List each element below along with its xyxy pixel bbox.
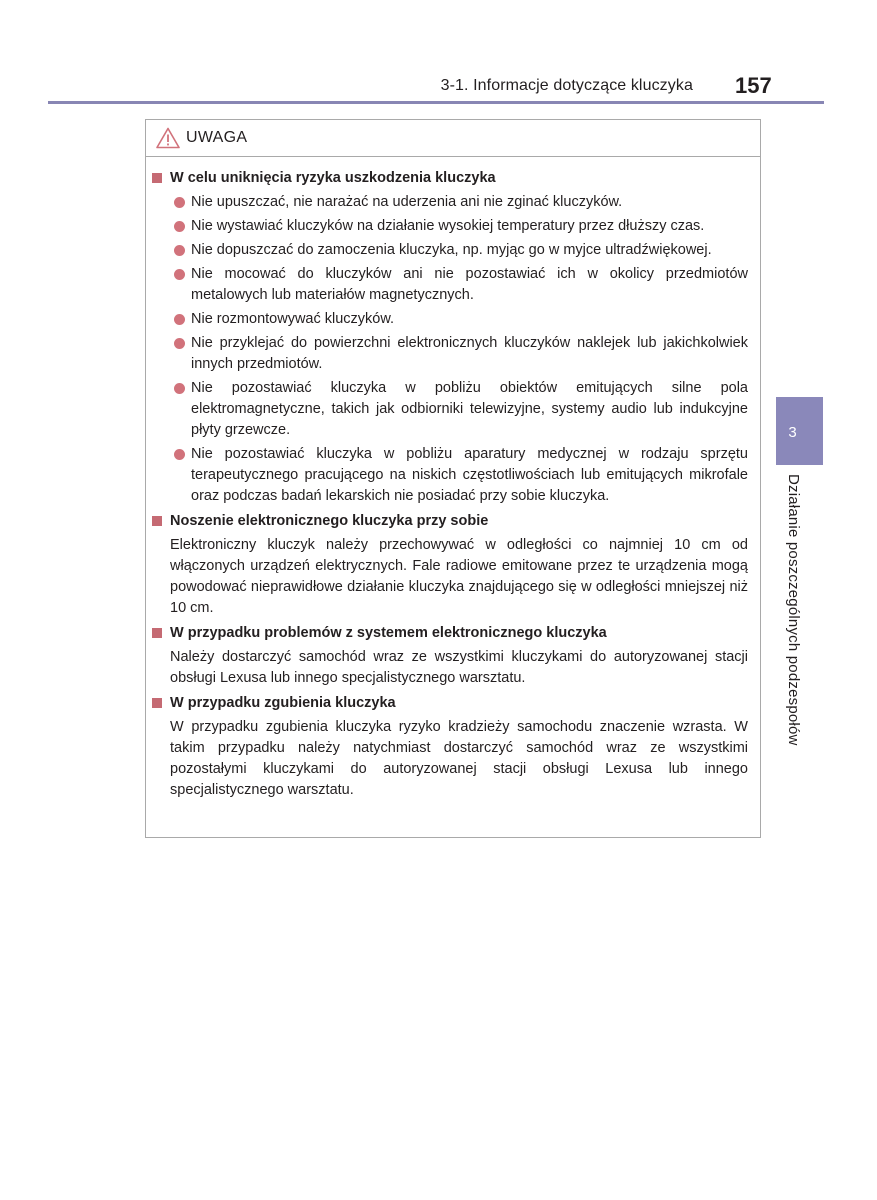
list-item-text: Nie pozostawiać kluczyka w pobliżu aparatury medycznej w rodzaju sprzętu terapeutycznego pracującego na niskich częstotliwościach lub emitujących mikrofale oraz podczas badań lekarskich nie posiadać przy sobie kluczyka. [191,446,748,504]
warning-box [145,119,761,838]
list-item [174,333,748,375]
list-item [174,444,748,507]
list-item-text: Nie mocować do kluczyków ani nie pozostawiać ich w okolicy przedmiotów metalowych lub materiałów magnetycznych. [191,266,748,303]
section-heading [152,511,748,532]
list-item-text: Nie rozmontowywać kluczyków. [191,311,395,327]
list-item-text: Nie przyklejać do powierzchni elektronicznych kluczyków naklejek lub jakichkolwiek innych przedmiotów. [191,335,748,372]
list-item [174,216,748,237]
section-paragraph: Należy dostarczyć samochód wraz ze wszystkimi kluczykami do autoryzowanej stacji obsługi Lexusa lub innego specjalistycznego warsztatu. [170,649,748,686]
section-heading-text: W przypadku problemów z systemem elektronicznego kluczyka [170,625,607,641]
section-heading [152,623,748,644]
section-lost [152,693,748,801]
square-bullet-icon [152,516,162,526]
section-heading [152,168,748,189]
bullet-icon [174,338,185,349]
section-paragraph: W przypadku zgubienia kluczyka ryzyko kradzieży samochodu znaczenie wzrasta. W takim przypadku należy natychmiast dostarczyć samochód wraz ze wszystkimi pozostałymi kluczykami do autoryzowanej stacji obsługi Lexusa lub innego specjalistycznego warsztatu. [170,719,748,798]
section-problems [152,623,748,689]
list-item [174,192,748,213]
page-number: 157 [735,73,772,98]
list-item-text: Nie wystawiać kluczyków na działanie wysokiej temperatury przez dłuższy czas. [191,218,705,234]
warning-title: UWAGA [186,129,248,146]
warning-header [146,120,760,157]
bullet-icon [174,197,185,208]
square-bullet-icon [152,698,162,708]
bullet-icon [174,449,185,460]
list-item-text: Nie pozostawiać kluczyka w pobliżu obiektów emitujących silne pola elektromagnetyczne, takich jak odbiorniki telewizyjne, systemy audio lub indukcyjne płyty grzewcze. [191,380,748,438]
chapter-caption: Działanie poszczególnych podzespołów [785,474,802,746]
list-item-text: Nie upuszczać, nie narażać na uderzenia ani nie zginać kluczyków. [191,194,623,210]
chapter-tab-number: 3 [788,424,797,441]
list-item [174,309,748,330]
section-paragraph: Elektroniczny kluczyk należy przechowywać w odległości co najmniej 10 cm od włączonych urządzeń elektrycznych. Fale radiowe emitowane przez te urządzenia mogą powodować nieprawidłowe działanie kluczyka znajdującego się w odległości mniejszej niż 10 cm. [170,537,748,616]
section-carrying [152,511,748,619]
warning-body [146,157,760,801]
bullet-icon [174,245,185,256]
section-heading-text: W celu uniknięcia ryzyka uszkodzenia kluczyka [170,170,496,186]
section-title: 3-1. Informacje dotyczące kluczyka [440,77,693,94]
bullet-icon [174,269,185,280]
square-bullet-icon [152,173,162,183]
section-heading-text: W przypadku zgubienia kluczyka [170,695,396,711]
warning-triangle-icon [156,127,180,149]
list-item [174,240,748,261]
bullet-icon [174,221,185,232]
square-bullet-icon [152,628,162,638]
bullet-icon [174,314,185,325]
list-item [174,378,748,441]
section-heading [152,693,748,714]
section-damage [152,168,748,507]
section-heading-text: Noszenie elektronicznego kluczyka przy sobie [170,513,489,529]
header-divider [48,101,824,104]
list-item-text: Nie dopuszczać do zamoczenia kluczyka, np. myjąc go w myjce ultradźwiękowej. [191,242,712,258]
list-item [174,264,748,306]
bullet-icon [174,383,185,394]
